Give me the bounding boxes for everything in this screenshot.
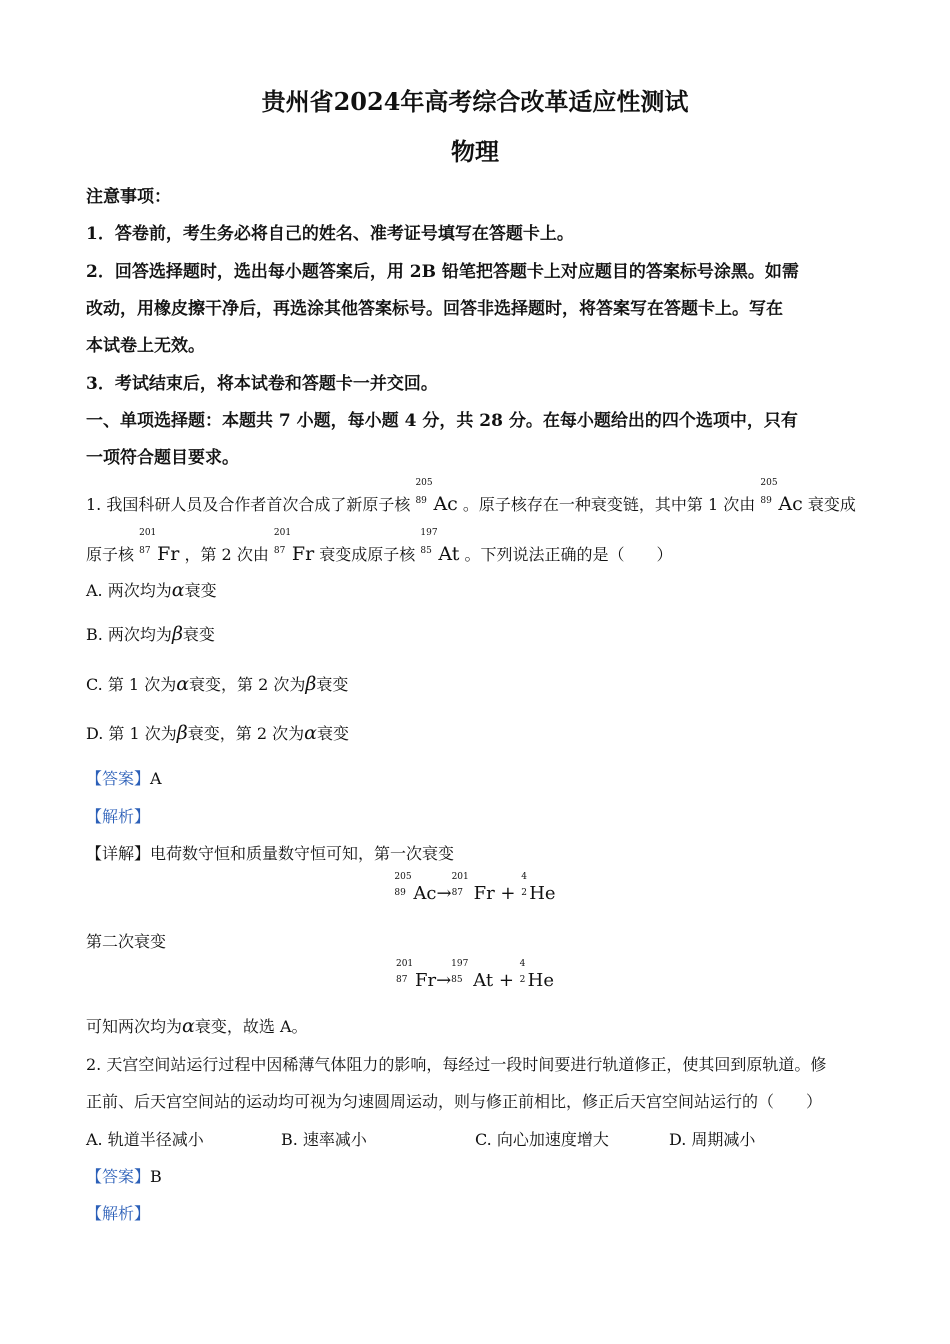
notice-item-3: 3．考试结束后，将本试卷和答题卡一并交回。 <box>86 374 438 394</box>
q2-option-b: B. 速率减小 <box>281 1130 367 1149</box>
equation-second-decay: 201 87 Fr→ 197 85 At + 4 2 He <box>395 959 555 991</box>
notice-item-2-line-1: 2．回答选择题时，选出每小题答案后，用 2B 铅笔把答题卡上对应题目的答案标号涂黑。如需 <box>86 262 799 282</box>
nuclide-fr: 201 87 Fr <box>273 528 315 565</box>
nuclide-at: 197 85 At <box>420 528 460 565</box>
q2-option-d: D. 周期减小 <box>669 1130 756 1149</box>
notice-item-2-line-2: 改动，用橡皮擦干净后，再选涂其他答案标号。回答非选择题时，将答案写在答题卡上。写在 <box>86 299 783 319</box>
q1-option-b: B. 两次均为β衰变 <box>86 623 215 645</box>
equation-first-decay: 205 89 Ac→ 201 87 Fr + 4 2 He <box>394 872 556 904</box>
q2-stem-line-2: 正前、后天宫空间站的运动均可视为匀速圆周运动，则与修正前相比，修正后天宫空间站运行的（ ） <box>86 1092 823 1111</box>
notice-item-2-line-3: 本试卷上无效。 <box>86 336 205 356</box>
page-title: 贵州省2024年高考综合改革适应性测试 <box>261 87 689 116</box>
nuclide-fr: 201 87 Fr <box>139 528 180 565</box>
q2-answer: 【答案】B <box>86 1167 162 1186</box>
notice-item-1: 1．答卷前，考生务必将自己的姓名、准考证号填写在答题卡上。 <box>86 224 574 244</box>
q1-option-d: D. 第 1 次为β衰变，第 2 次为α衰变 <box>86 722 349 744</box>
q2-option-c: C. 向心加速度增大 <box>475 1130 609 1149</box>
subject-title: 物理 <box>451 137 499 166</box>
q1-stem-line-2: 原子核 201 87 Fr ，第 2 次由 201 87 Fr 衰变成原子核 197 85 At 。下列说法正确的是（ ） <box>86 528 673 565</box>
nuclide-ac: 205 89 Ac <box>415 478 458 515</box>
q1-option-c: C. 第 1 次为α衰变，第 2 次为β衰变 <box>86 673 349 695</box>
q1-stem-line-1: 1. 我国科研人员及合作者首次合成了新原子核 205 89 Ac 。原子核存在一种衰变链，其中第 1 次由 205 89 Ac 衰变成 <box>86 478 856 515</box>
q1-second-decay-label: 第二次衰变 <box>86 932 167 951</box>
q1-conclusion: 可知两次均为α衰变，故选 A。 <box>86 1015 308 1037</box>
q2-stem-line-1: 2. 天宫空间站运行过程中因稀薄气体阻力的影响，每经过一段时间要进行轨道修正，使其回到原轨道。修 <box>86 1055 827 1074</box>
section-heading-line-2: 一项符合题目要求。 <box>86 448 239 468</box>
q1-detail: 【详解】电荷数守恒和质量数守恒可知，第一次衰变 <box>86 844 455 863</box>
nuclide-ac: 205 89 Ac <box>760 478 803 515</box>
q1-answer: 【答案】A <box>86 769 162 788</box>
q1-option-a: A. 两次均为α衰变 <box>86 579 217 601</box>
section-heading-line-1: 一、单项选择题：本题共 7 小题，每小题 4 分，共 28 分。在每小题给出的四个选项中，只有 <box>86 411 798 431</box>
q2-option-a: A. 轨道半径减小 <box>86 1130 204 1149</box>
q2-analysis-tag: 【解析】 <box>86 1204 151 1223</box>
notice-heading: 注意事项： <box>86 187 171 207</box>
q1-analysis-tag: 【解析】 <box>86 807 151 826</box>
